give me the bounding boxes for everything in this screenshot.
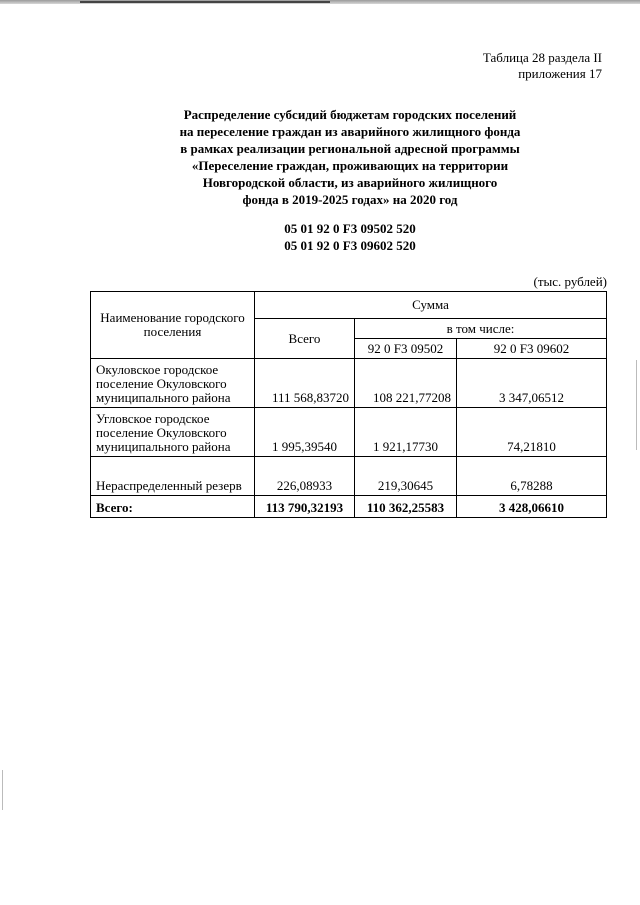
table-reference	[483, 50, 602, 82]
table-row	[91, 408, 607, 457]
row-name: Угловское городское поселение Окуловского муниципального района	[91, 408, 255, 457]
total-label: Всего:	[91, 496, 255, 518]
total-sum: 113 790,32193	[255, 496, 355, 518]
row-name: Окуловское городское поселение Окуловского муниципального района	[91, 359, 255, 408]
budget-codes	[90, 220, 610, 254]
row-code-1: 219,30645	[355, 457, 457, 496]
ref-line-2: приложения 17	[518, 66, 602, 81]
header-including: в том числе:	[355, 319, 607, 339]
header-name: Наименование городского поселения	[91, 292, 255, 359]
title-line: «Переселение граждан, проживающих на территории	[191, 158, 509, 173]
row-code-2: 6,78288	[457, 457, 607, 496]
title-line: Распределение субсидий бюджетам городских поселений	[183, 107, 517, 122]
row-code-1: 108 221,77208	[355, 359, 457, 408]
title-line: Новгородской области, из аварийного жилищного	[202, 175, 498, 190]
row-total: 1 995,39540	[255, 408, 355, 457]
ref-line-1: Таблица 28 раздела II	[482, 50, 602, 65]
row-code-2: 3 347,06512	[457, 359, 607, 408]
row-code-2: 74,21810	[457, 408, 607, 457]
row-total: 226,08933	[255, 457, 355, 496]
scan-right-edge	[636, 360, 637, 450]
total-code-1: 110 362,25583	[355, 496, 457, 518]
row-name: Нераспределенный резерв	[91, 457, 255, 496]
table-row	[91, 359, 607, 408]
row-total: 111 568,83720	[255, 359, 355, 408]
header-total: Всего	[255, 319, 355, 359]
scan-left-edge	[2, 770, 3, 810]
budget-code: 05 01 92 0 F3 09502 520	[284, 221, 416, 236]
header-code-2: 92 0 F3 09602	[457, 339, 607, 359]
header-sum: Сумма	[255, 292, 607, 319]
title-line: фонда в 2019-2025 годах» на 2020 год	[242, 192, 458, 207]
scan-top-edge-dark	[80, 1, 330, 3]
header-code-1: 92 0 F3 09502	[355, 339, 457, 359]
total-code-2: 3 428,06610	[457, 496, 607, 518]
row-code-1: 1 921,17730	[355, 408, 457, 457]
table-header-row	[91, 292, 607, 319]
document-title	[90, 106, 610, 208]
table-row	[91, 457, 607, 496]
units-label: (тыс. рублей)	[533, 274, 607, 289]
subsidy-table	[90, 291, 607, 518]
title-line: на переселение граждан из аварийного жилищного фонда	[179, 124, 521, 139]
budget-code: 05 01 92 0 F3 09602 520	[284, 238, 416, 253]
title-line: в рамках реализации региональной адресной программы	[180, 141, 520, 156]
table-total-row	[91, 496, 607, 518]
